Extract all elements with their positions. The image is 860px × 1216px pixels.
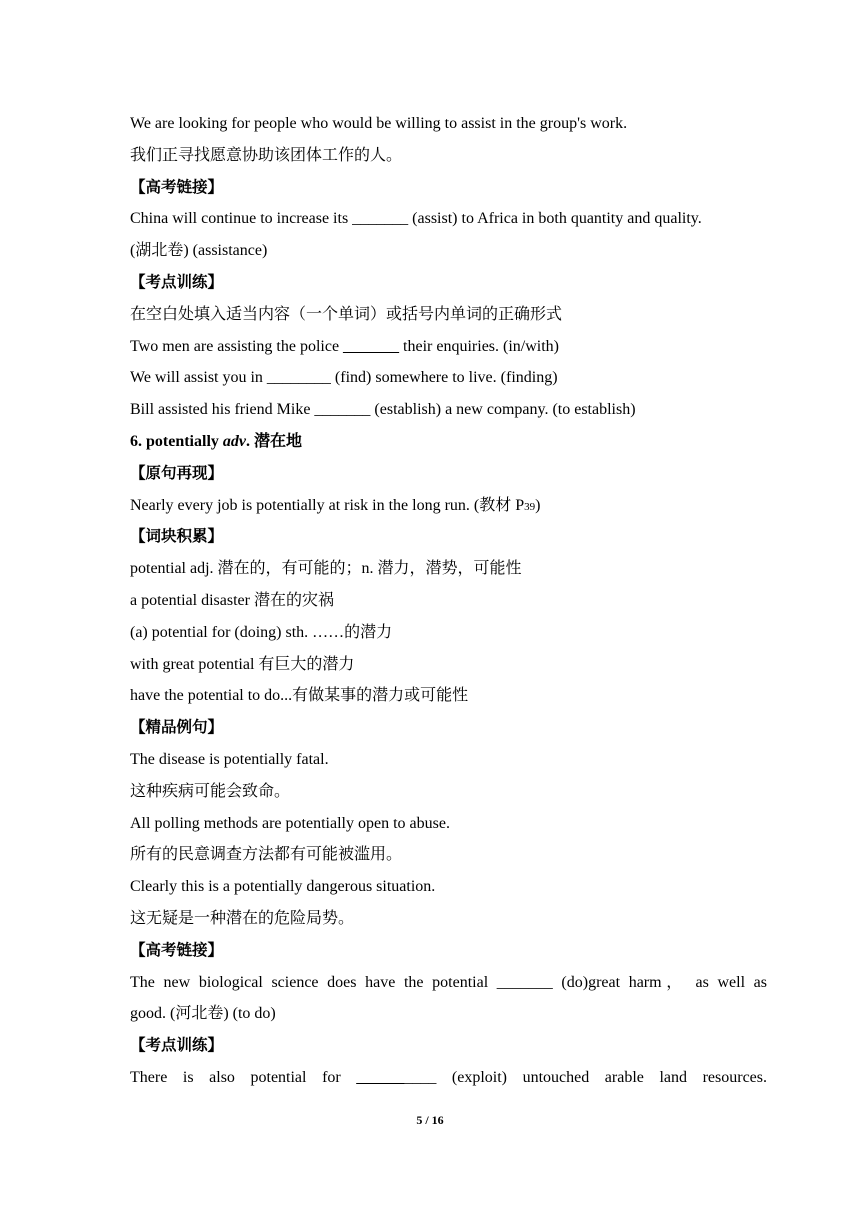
answer-blank: _______ (343, 337, 400, 355)
section-heading: 【高考链接】 (130, 940, 224, 959)
phrase-item: have the potential to do...有做某事的潜力或可能性 (130, 687, 469, 705)
section-heading: 【考点训练】 (130, 1036, 224, 1055)
source-sentence: Nearly every job is potentially at risk in the long run. (教材 P39) (130, 496, 541, 514)
page-number: 5 / 16 (416, 1113, 444, 1127)
section-heading: 【原句再现】 (130, 463, 224, 482)
phrase-item: potential adj. 潜在的，有可能的；n. 潜力，潜势，可能性 (130, 560, 522, 578)
section-heading: 【精品例句】 (130, 718, 224, 737)
vocab-entry-title: 6. potentially adv. 潜在地 (130, 432, 303, 450)
phrase-item: a potential disaster 潜在的灾祸 (130, 591, 334, 609)
exam-question: China will continue to increase its _______ (assist) to Africa in both quantity and quality. (130, 210, 702, 228)
exam-question-continued: good. (河北卷) (to do) (130, 1005, 276, 1023)
exercise-item: There is also potential for __________ (exploit) untouched arable land resources. (130, 1068, 768, 1086)
instruction-text: 在空白处填入适当内容（一个单词）或括号内单词的正确形式 (130, 305, 563, 323)
example-translation: 这无疑是一种潜在的危险局势。 (130, 909, 355, 927)
section-heading: 【高考链接】 (130, 177, 224, 196)
phrase-item: with great potential 有巨大的潜力 (130, 655, 355, 673)
exercise-item: Bill assisted his friend Mike _______ (establish) a new company. (to establish) (130, 401, 636, 419)
exercise-item: Two men are assisting the police _______ their enquiries. (in/with) (130, 337, 560, 355)
exercise-item: We will assist you in ________ (find) somewhere to live. (finding) (130, 369, 558, 387)
part-of-speech: adv (222, 432, 246, 450)
example-sentence: Clearly this is a potentially dangerous situation. (130, 878, 436, 896)
example-sentence: All polling methods are potentially open to abuse. (130, 814, 450, 832)
phrase-item: (a) potential for (doing) sth. ……的潜力 (130, 623, 393, 641)
section-heading: 【词块积累】 (130, 527, 224, 546)
example-translation: 所有的民意调查方法都有可能被滥用。 (130, 846, 403, 864)
exam-question: The new biological science does have the potential _______ (do)great harm， as well as (130, 973, 767, 991)
example-translation: 这种疾病可能会致命。 (130, 782, 291, 800)
exam-answer: (湖北卷) (assistance) (130, 242, 268, 260)
example-sentence: We are looking for people who would be willing to assist in the group's work. (130, 115, 628, 132)
answer-blank: ______ (356, 1068, 405, 1086)
example-translation: 我们正寻找愿意协助该团体工作的人。 (130, 146, 403, 164)
example-sentence: The disease is potentially fatal. (130, 750, 329, 768)
document-body (130, 108, 767, 1094)
section-heading: 【考点训练】 (130, 272, 224, 291)
